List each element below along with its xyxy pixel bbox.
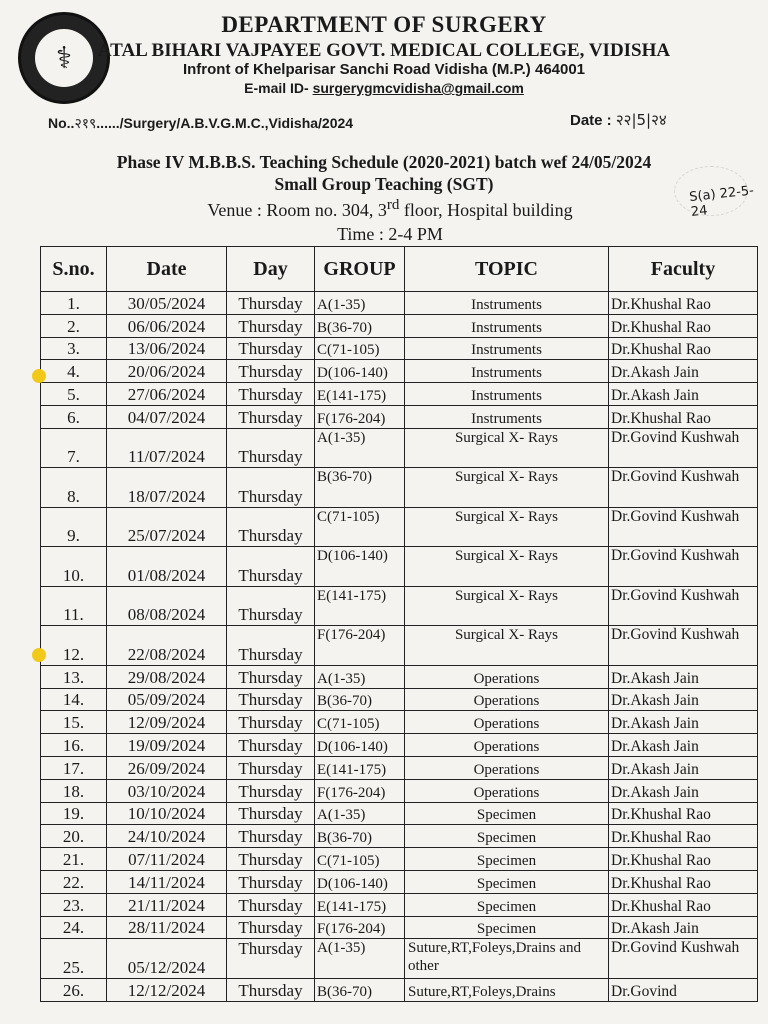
cell-topic: Instruments: [405, 314, 609, 337]
cell-sno: 8.: [41, 468, 107, 508]
cell-date: 25/07/2024: [107, 507, 227, 547]
cell-group: A(1-35): [315, 939, 405, 979]
cell-faculty: Dr.Khushal Rao: [609, 405, 758, 428]
cell-faculty: Dr.Govind Kushwah: [609, 939, 758, 979]
cell-group: B(36-70): [315, 314, 405, 337]
cell-date: 18/07/2024: [107, 468, 227, 508]
cell-sno: 14.: [41, 688, 107, 711]
table-row: [41, 428, 758, 468]
cell-date: 05/12/2024: [107, 939, 227, 979]
cell-day: Thursday: [227, 360, 315, 383]
email-address: surgerygmcvidisha@gmail.com: [312, 80, 524, 96]
cell-date: 28/11/2024: [107, 916, 227, 939]
table-row: [41, 802, 758, 825]
cell-topic: Instruments: [405, 383, 609, 406]
cell-group: D(106-140): [315, 734, 405, 757]
table-row: [41, 507, 758, 547]
cell-group: F(176-204): [315, 916, 405, 939]
cell-topic: Surgical X- Rays: [405, 586, 609, 626]
cell-group: A(1-35): [315, 802, 405, 825]
college-name: ATAL BIHARI VAJPAYEE GOVT. MEDICAL COLLEGE, VIDISHA: [97, 40, 671, 61]
table-row: [41, 292, 758, 315]
cell-day: Thursday: [227, 337, 315, 360]
cell-faculty: Dr.Khushal Rao: [609, 314, 758, 337]
cell-faculty: Dr.Govind Kushwah: [609, 507, 758, 547]
table-header-row: [41, 247, 758, 292]
cell-date: 03/10/2024: [107, 779, 227, 802]
cell-group: E(141-175): [315, 383, 405, 406]
cell-topic: Specimen: [405, 916, 609, 939]
cell-group: A(1-35): [315, 292, 405, 315]
cell-day: Thursday: [227, 893, 315, 916]
cell-sno: 16.: [41, 734, 107, 757]
cell-topic: Surgical X- Rays: [405, 507, 609, 547]
cell-topic: Operations: [405, 711, 609, 734]
date-value: २२|5|२४: [615, 111, 667, 129]
cell-day: Thursday: [227, 468, 315, 508]
pin-mark: [32, 648, 46, 662]
cell-date: 27/06/2024: [107, 383, 227, 406]
cell-date: 05/09/2024: [107, 688, 227, 711]
cell-day: Thursday: [227, 314, 315, 337]
cell-sno: 5.: [41, 383, 107, 406]
cell-group: D(106-140): [315, 870, 405, 893]
venue-text-end: floor, Hospital building: [399, 200, 573, 220]
cell-sno: 26.: [41, 978, 107, 1001]
cell-sno: 21.: [41, 848, 107, 871]
cell-day: Thursday: [227, 626, 315, 666]
ref-prefix: No..: [48, 115, 75, 131]
cell-faculty: Dr.Khushal Rao: [609, 337, 758, 360]
cell-date: 12/09/2024: [107, 711, 227, 734]
reference-number: [48, 114, 353, 133]
table-row: [41, 665, 758, 688]
cell-sno: 17.: [41, 756, 107, 779]
table-row: [41, 586, 758, 626]
table-row: [41, 383, 758, 406]
table-row: [41, 870, 758, 893]
cell-sno: 19.: [41, 802, 107, 825]
cell-date: 13/06/2024: [107, 337, 227, 360]
cell-date: 26/09/2024: [107, 756, 227, 779]
cell-date: 10/10/2024: [107, 802, 227, 825]
cell-topic: Operations: [405, 779, 609, 802]
table-row: [41, 626, 758, 666]
email-label: E-mail ID-: [244, 80, 309, 96]
cell-faculty: Dr.Govind Kushwah: [609, 586, 758, 626]
cell-date: 07/11/2024: [107, 848, 227, 871]
cell-group: F(176-204): [315, 626, 405, 666]
cell-group: C(71-105): [315, 711, 405, 734]
cell-sno: 22.: [41, 870, 107, 893]
col-day: Day: [227, 247, 315, 292]
cell-day: Thursday: [227, 870, 315, 893]
cell-date: 14/11/2024: [107, 870, 227, 893]
col-faculty: Faculty: [609, 247, 758, 292]
table-row: [41, 711, 758, 734]
cell-day: Thursday: [227, 779, 315, 802]
cell-topic: Operations: [405, 734, 609, 757]
cell-topic: Instruments: [405, 337, 609, 360]
cell-group: B(36-70): [315, 688, 405, 711]
cell-topic: Surgical X- Rays: [405, 626, 609, 666]
cell-topic: Suture,RT,Foleys,Drains: [405, 978, 609, 1001]
cell-group: A(1-35): [315, 428, 405, 468]
cell-day: Thursday: [227, 734, 315, 757]
cell-group: C(71-105): [315, 848, 405, 871]
cell-topic: Instruments: [405, 360, 609, 383]
cell-faculty: Dr.Akash Jain: [609, 756, 758, 779]
time: Time : 2-4 PM: [337, 224, 443, 244]
cell-group: F(176-204): [315, 405, 405, 428]
cell-faculty: Dr.Akash Jain: [609, 688, 758, 711]
col-date: Date: [107, 247, 227, 292]
cell-date: 22/08/2024: [107, 626, 227, 666]
cell-faculty: Dr.Govind Kushwah: [609, 428, 758, 468]
cell-faculty: Dr.Akash Jain: [609, 916, 758, 939]
venue-text: Venue : Room no. 304, 3: [207, 200, 387, 220]
table-row: [41, 547, 758, 587]
cell-faculty: Dr.Khushal Rao: [609, 292, 758, 315]
cell-day: Thursday: [227, 939, 315, 979]
table-row: [41, 314, 758, 337]
cell-day: Thursday: [227, 916, 315, 939]
cell-sno: 25.: [41, 939, 107, 979]
cell-group: B(36-70): [315, 468, 405, 508]
cell-group: E(141-175): [315, 893, 405, 916]
table-row: [41, 848, 758, 871]
email-line: [0, 80, 768, 96]
table-row: [41, 978, 758, 1001]
cell-sno: 9.: [41, 507, 107, 547]
signature: S(a) 22-5-24: [688, 183, 755, 220]
schedule-table: [40, 246, 758, 1002]
cell-topic: Specimen: [405, 893, 609, 916]
table-row: [41, 688, 758, 711]
cell-date: 11/07/2024: [107, 428, 227, 468]
cell-group: D(106-140): [315, 547, 405, 587]
cell-faculty: Dr.Govind: [609, 978, 758, 1001]
table-row: [41, 405, 758, 428]
cell-sno: 3.: [41, 337, 107, 360]
department-title: DEPARTMENT OF SURGERY: [221, 12, 547, 37]
cell-faculty: Dr.Akash Jain: [609, 360, 758, 383]
cell-topic: Operations: [405, 665, 609, 688]
table-row: [41, 468, 758, 508]
cell-date: 06/06/2024: [107, 314, 227, 337]
cell-day: Thursday: [227, 665, 315, 688]
cell-faculty: Dr.Govind Kushwah: [609, 468, 758, 508]
cell-sno: 23.: [41, 893, 107, 916]
cell-day: Thursday: [227, 711, 315, 734]
cell-sno: 13.: [41, 665, 107, 688]
cell-sno: 4.: [41, 360, 107, 383]
col-topic: TOPIC: [405, 247, 609, 292]
cell-date: 20/06/2024: [107, 360, 227, 383]
table-row: [41, 360, 758, 383]
cell-sno: 15.: [41, 711, 107, 734]
cell-faculty: Dr.Akash Jain: [609, 383, 758, 406]
cell-topic: Operations: [405, 688, 609, 711]
schedule-title: Phase IV M.B.B.S. Teaching Schedule (2020-2021) batch wef 24/05/2024: [116, 152, 652, 172]
cell-day: Thursday: [227, 292, 315, 315]
cell-date: 12/12/2024: [107, 978, 227, 1001]
cell-date: 01/08/2024: [107, 547, 227, 587]
col-sno: S.no.: [41, 247, 107, 292]
caduceus-icon: ⚕: [35, 29, 93, 87]
cell-day: Thursday: [227, 383, 315, 406]
cell-sno: 2.: [41, 314, 107, 337]
cell-topic: Surgical X- Rays: [405, 547, 609, 587]
col-group: GROUP: [315, 247, 405, 292]
table-row: [41, 779, 758, 802]
venue-sup: rd: [386, 197, 400, 213]
cell-date: 08/08/2024: [107, 586, 227, 626]
cell-sno: 6.: [41, 405, 107, 428]
ref-handwritten-number: २१९: [74, 116, 97, 132]
cell-group: B(36-70): [315, 978, 405, 1001]
cell-sno: 12.: [41, 626, 107, 666]
cell-sno: 24.: [41, 916, 107, 939]
cell-sno: 1.: [41, 292, 107, 315]
cell-faculty: Dr.Akash Jain: [609, 665, 758, 688]
cell-topic: Surgical X- Rays: [405, 468, 609, 508]
cell-date: 04/07/2024: [107, 405, 227, 428]
cell-sno: 10.: [41, 547, 107, 587]
table-row: [41, 893, 758, 916]
date-label: Date :: [570, 112, 612, 129]
cell-faculty: Dr.Khushal Rao: [609, 848, 758, 871]
cell-date: 30/05/2024: [107, 292, 227, 315]
cell-group: D(106-140): [315, 360, 405, 383]
cell-topic: Specimen: [405, 802, 609, 825]
cell-day: Thursday: [227, 825, 315, 848]
cell-day: Thursday: [227, 802, 315, 825]
cell-day: Thursday: [227, 756, 315, 779]
cell-date: 29/08/2024: [107, 665, 227, 688]
cell-faculty: Dr.Khushal Rao: [609, 802, 758, 825]
cell-topic: Specimen: [405, 870, 609, 893]
cell-faculty: Dr.Khushal Rao: [609, 870, 758, 893]
cell-date: 19/09/2024: [107, 734, 227, 757]
cell-group: C(71-105): [315, 507, 405, 547]
cell-topic: Specimen: [405, 848, 609, 871]
cell-group: F(176-204): [315, 779, 405, 802]
cell-faculty: Dr.Akash Jain: [609, 734, 758, 757]
cell-date: 21/11/2024: [107, 893, 227, 916]
table-row: [41, 939, 758, 979]
cell-date: 24/10/2024: [107, 825, 227, 848]
cell-topic: Surgical X- Rays: [405, 428, 609, 468]
college-address: Infront of Khelparisar Sanchi Road Vidisha (M.P.) 464001: [182, 61, 586, 78]
cell-day: Thursday: [227, 547, 315, 587]
cell-day: Thursday: [227, 978, 315, 1001]
cell-day: Thursday: [227, 405, 315, 428]
cell-day: Thursday: [227, 848, 315, 871]
cell-day: Thursday: [227, 507, 315, 547]
cell-day: Thursday: [227, 688, 315, 711]
cell-faculty: Dr.Akash Jain: [609, 779, 758, 802]
cell-group: E(141-175): [315, 586, 405, 626]
cell-faculty: Dr.Khushal Rao: [609, 893, 758, 916]
cell-sno: 11.: [41, 586, 107, 626]
cell-sno: 18.: [41, 779, 107, 802]
table-row: [41, 825, 758, 848]
table-row: [41, 756, 758, 779]
cell-faculty: Dr.Govind Kushwah: [609, 547, 758, 587]
table-row: [41, 916, 758, 939]
pin-mark: [32, 369, 46, 383]
schedule-subtitle: Small Group Teaching (SGT): [274, 174, 494, 194]
cell-faculty: Dr.Akash Jain: [609, 711, 758, 734]
cell-day: Thursday: [227, 586, 315, 626]
cell-group: C(71-105): [315, 337, 405, 360]
ref-suffix: ....../Surgery/A.B.V.G.M.C.,Vidisha/2024: [96, 115, 354, 131]
venue: [0, 197, 768, 221]
cell-topic: Instruments: [405, 405, 609, 428]
cell-sno: 20.: [41, 825, 107, 848]
cell-group: E(141-175): [315, 756, 405, 779]
cell-group: B(36-70): [315, 825, 405, 848]
cell-group: A(1-35): [315, 665, 405, 688]
table-row: [41, 734, 758, 757]
document-date: [570, 110, 667, 130]
cell-topic: Suture,RT,Foleys,Drains and other: [405, 939, 609, 979]
cell-faculty: Dr.Govind Kushwah: [609, 626, 758, 666]
cell-day: Thursday: [227, 428, 315, 468]
cell-topic: Operations: [405, 756, 609, 779]
table-row: [41, 337, 758, 360]
cell-topic: Instruments: [405, 292, 609, 315]
cell-faculty: Dr.Khushal Rao: [609, 825, 758, 848]
cell-topic: Specimen: [405, 825, 609, 848]
cell-sno: 7.: [41, 428, 107, 468]
